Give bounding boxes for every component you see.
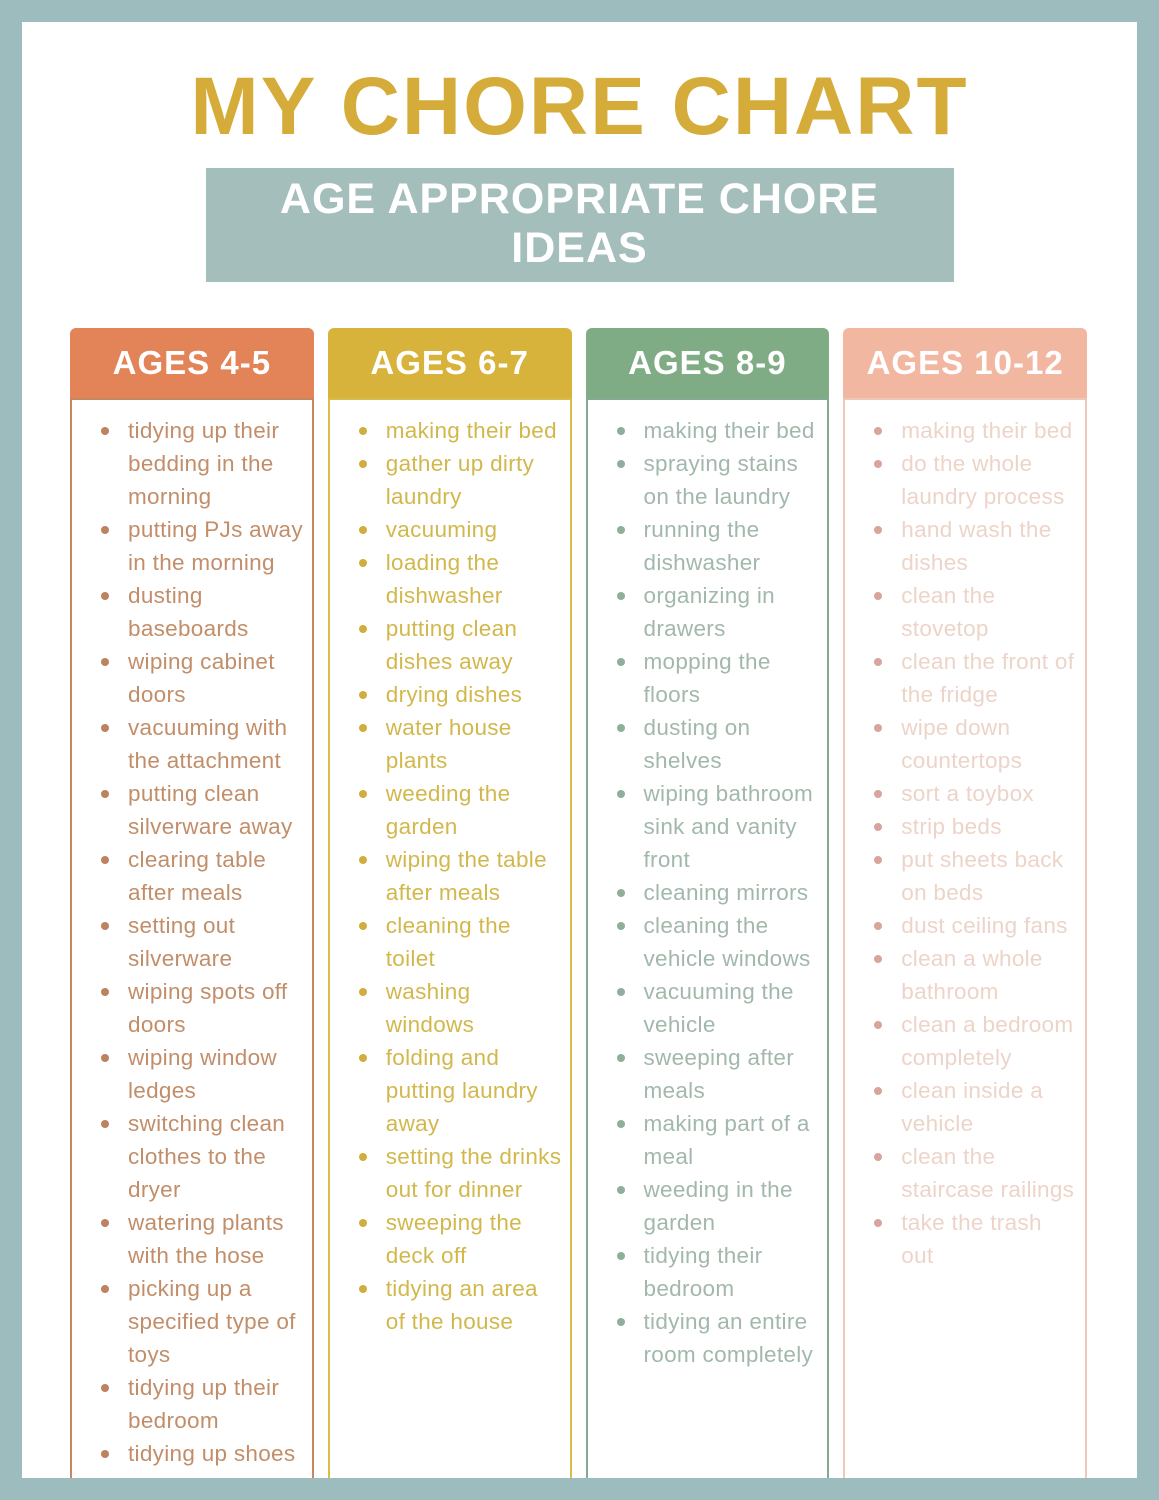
chore-item: sweeping after meals [644,1041,820,1107]
chore-item: drying dishes [386,678,562,711]
chore-item: strip beds [901,810,1077,843]
chore-item: making their bed [644,414,820,447]
chore-item: tidying an area of the house [386,1272,562,1338]
chore-item: take the trash out [901,1206,1077,1272]
chore-item: making part of a meal [644,1107,820,1173]
age-column-ages-10-12 [843,328,1087,1478]
chore-item: putting PJs away in the morning [128,513,304,579]
chore-item: spraying stains on the laundry [644,447,820,513]
chore-item: dusting on shelves [644,711,820,777]
chore-item: cleaning the toilet [386,909,562,975]
chore-item: tidying up shoes [128,1437,304,1470]
age-column-header: AGES 10-12 [843,328,1087,398]
chore-item: vacuuming the vehicle [644,975,820,1041]
chore-item: watering plants with the hose [128,1206,304,1272]
chore-item: tidying their bedroom [644,1239,820,1305]
chore-item: organizing in drawers [644,579,820,645]
chore-item: clean the stovetop [901,579,1077,645]
age-column-ages-4-5 [70,328,314,1478]
chore-item: tidying up their bedding in the morning [128,414,304,513]
chore-chart-page [22,22,1137,1478]
chore-item: clean a whole bathroom [901,942,1077,1008]
chore-item: putting clean silverware away [128,777,304,843]
chore-list [845,400,1085,1272]
chore-item: clean the front of the fridge [901,645,1077,711]
chore-item: wiping bathroom sink and vanity front [644,777,820,876]
age-column-body [586,398,830,1478]
chore-item: making their bed [901,414,1077,447]
chore-item: loading the dishwasher [386,546,562,612]
chore-item: tidying an entire room completely [644,1305,820,1371]
age-column-ages-6-7 [328,328,572,1478]
chore-item: wiping the table after meals [386,843,562,909]
chore-item: running the dishwasher [644,513,820,579]
subtitle-banner [206,168,954,282]
subtitle-text: AGE APPROPRIATE CHORE IDEAS [279,175,880,272]
chore-item: wiping cabinet doors [128,645,304,711]
chore-item: washing windows [386,975,562,1041]
age-column-header: AGES 8-9 [586,328,830,398]
chore-item: dusting baseboards [128,579,304,645]
chore-item: making their bed [386,414,562,447]
chore-item: cleaning mirrors [644,876,820,909]
chore-item: picking up a specified type of toys [128,1272,304,1371]
chore-item: setting the drinks out for dinner [386,1140,562,1206]
chore-item: weeding the garden [386,777,562,843]
age-column-header: AGES 6-7 [328,328,572,398]
chore-item: sweeping the deck off [386,1206,562,1272]
chore-list [588,400,828,1371]
chore-list [330,400,570,1338]
chore-item: clean a bedroom completely [901,1008,1077,1074]
chore-item: vacuuming [386,513,562,546]
chore-item: clearing table after meals [128,843,304,909]
age-column-body [70,398,314,1478]
chore-item: gather up dirty laundry [386,447,562,513]
chore-item: switching clean clothes to the dryer [128,1107,304,1206]
chore-item: water house plants [386,711,562,777]
chore-item: put sheets back on beds [901,843,1077,909]
chore-item: cleaning the vehicle windows [644,909,820,975]
chore-item: putting clean dishes away [386,612,562,678]
chore-item: weeding in the garden [644,1173,820,1239]
age-column-header: AGES 4-5 [70,328,314,398]
chore-item: dust ceiling fans [901,909,1077,942]
chore-item: wiping spots off doors [128,975,304,1041]
chore-item: wiping window ledges [128,1041,304,1107]
chore-item: tidying up their bedroom [128,1371,304,1437]
chore-list [72,400,312,1470]
age-column-body [843,398,1087,1478]
chore-item: wipe down countertops [901,711,1077,777]
chore-item: mopping the floors [644,645,820,711]
chore-item: setting out silverware [128,909,304,975]
age-column-body [328,398,572,1478]
chore-item: hand wash the dishes [901,513,1077,579]
chore-item: do the whole laundry process [901,447,1077,513]
chore-item: vacuuming with the attachment [128,711,304,777]
chore-item: clean the staircase railings [901,1140,1077,1206]
page-title: MY CHORE CHART [190,61,969,152]
chore-item: folding and putting laundry away [386,1041,562,1140]
age-column-ages-8-9 [586,328,830,1478]
chore-item: sort a toybox [901,777,1077,810]
age-columns [70,328,1087,1478]
chore-item: clean inside a vehicle [901,1074,1077,1140]
